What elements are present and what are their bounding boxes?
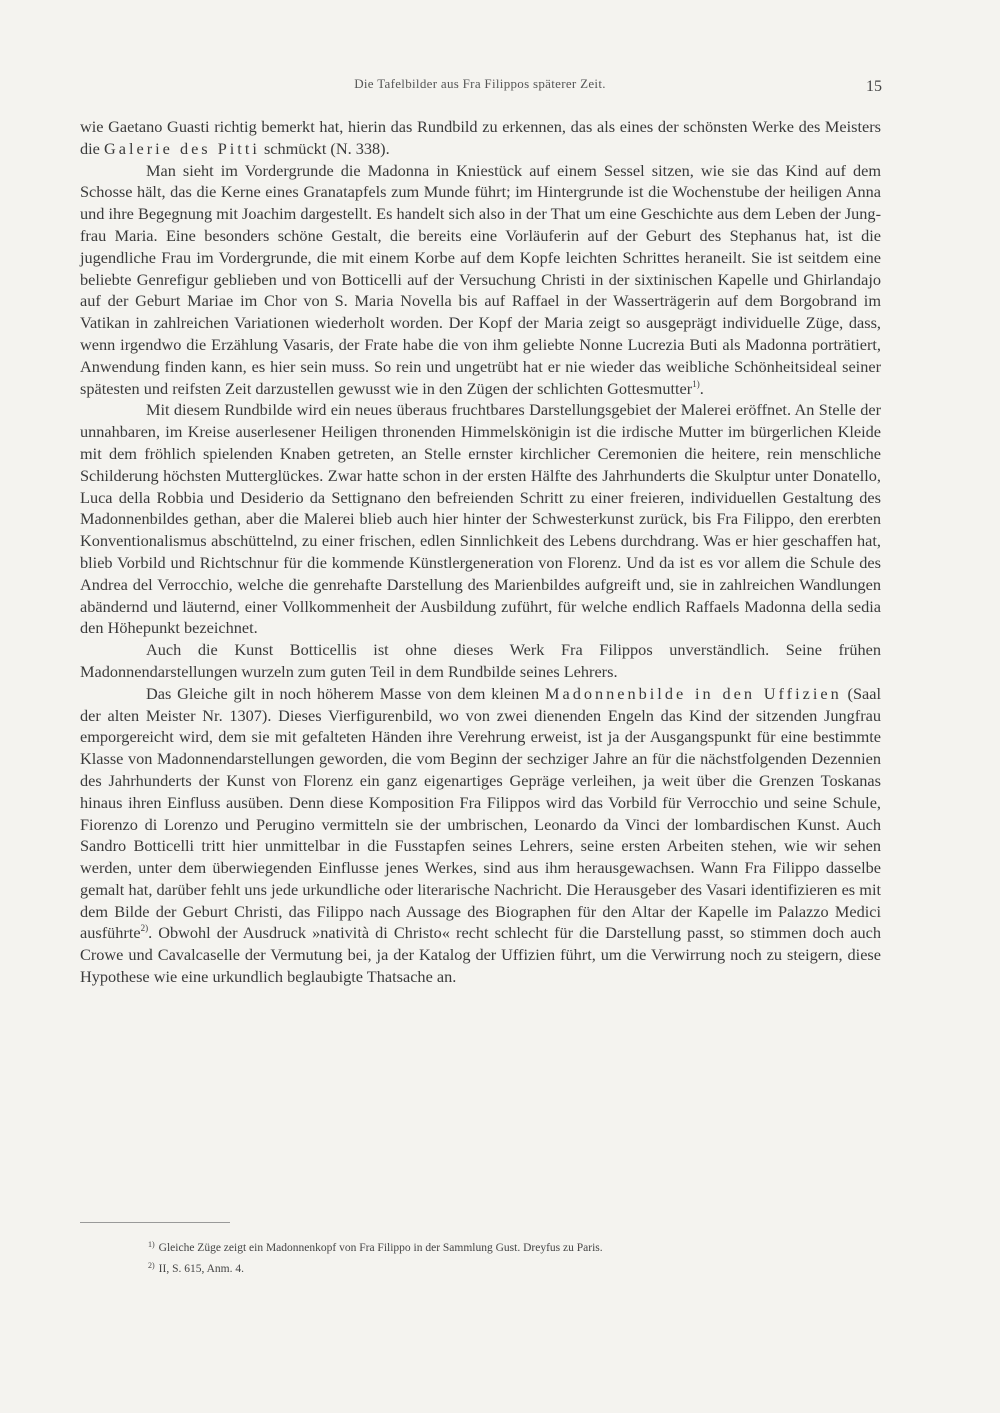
paragraph-5-text-a: Das Gleiche gilt in noch höherem Masse von dem kleinen [146, 683, 545, 703]
paragraph-5-text-c: (Saal der alten Meister Nr. 1307). Dieses Vierfigurenbild, wo von zwei dienenden Engeln das Kind der sitzenden Jungfrau emporgereicht wird, dem sie mit gefalteten Händen ihre Verehrung erweist, ist ja der Ausgangspunkt für eine bestimmte Klasse von Madonnendarstellungen geworden, die vom Beginn der sechziger Jahre an für die nächstfolgenden Dezennien des Jahrhunderts der Kunst von Florenz ein ganz eigenartiges Gepräge verleihen, ja weit über die Grenzen Toskanas hinaus ihren Einfluss ausüben. Denn diese Komposition Fra Filippos wird das Vorbild für Verrocchio und seine Schule, Fiorenzo di Lorenzo und Perugino vermitteln sie der umbrischen, Leonardo da Vinci der lombardischen Kunst. Auch Sandro Botticelli tritt hier unmittelbar in die Fusstapfen seines Lehrers, seine ersten Arbeiten stehen, wie wir sehen werden, unter dem überwiegenden Einflusse jenes Werkes, sind aus ihm herausgewachsen. Wann Fra Filippo dasselbe gemalt hat, darüber fehlt uns jede urkundliche oder literarische Nachricht. Die Herausgeber des Vasari identifizieren es mit dem Bilde der Geburt Christi, das Filippo nach Aussage des Biographen für den Altar der Kapelle im Palazzo Medici ausführte [80, 683, 881, 943]
footnote-2-mark: 2) [148, 1261, 155, 1270]
paragraph-3: Mit diesem Rundbilde wird ein neues überaus fruchtbares Darstellungsgebiet der Malerei eröffnet. An Stelle der unnahbaren, im Kreise auserlesener Heiligen thronenden Himmelskönigin ist die irdische Mutter im bürgerlichen Kleide mit dem fröhlich spielenden Knaben getreten, an Stelle ernster kirchlicher Ceremonien die heitere, rein menschliche Schilderung höchsten Mutterglückes. Zwar hatte schon in der ersten Hälfte des Jahrhunderts die Skulptur unter Donatello, Luca della Robbia und Desiderio da Settignano den befreienden Schritt zu einer freieren, individuellen Gestaltung des Madonnenbildes gethan, aber die Malerei blieb auch hier hinter der Schwesterkunst zurück, bis Fra Filippo, den ererbten Konventionalismus abschüttelnd, zu einer frischen, edlen Sinnlichkeit des Lebens durchdrang. Was er hier geschaffen hat, blieb Vorbild und Richtschnur für die kommende Künstlergeneration von Florenz. Und da ist es vor allem die Schule des Andrea del Verrocchio, welche die genrehafte Darstellung des Marienbildes aufgreift und, sie in zahlreichen Wandlungen abändernd und läuternd, einer Vollkommenheit der Ausbildung zuführt, für welche endlich Raffaels Madonna della sedia den Höhepunkt bezeichnet. [80, 400, 881, 638]
footnote-2-text: II, S. 615, Anm. 4. [158, 1263, 244, 1275]
paragraph-5 [80, 683, 881, 988]
footnote-divider [80, 1222, 230, 1223]
paragraph-1 [80, 116, 881, 160]
body-text [80, 116, 881, 988]
spaced-emphasis-galerie-pitti: Galerie des Pitti [103, 138, 260, 158]
footnote-ref-1[interactable]: 1) [692, 378, 700, 389]
paragraph-1-text-c: schmückt (N. 338). [259, 138, 390, 158]
footnote-1 [148, 1236, 868, 1257]
paragraph-2-text-a: Man sieht im Vordergrunde die Madonna in Kniestück auf einem Sessel sitzen, wie sie das Kind auf dem Schosse hält, das die Kerne eines Granatapfels zum Munde führt; im Hintergrunde ist die Wochenstube der heiligen Anna und ihre Begegnung mit Joachim dargestellt. Es handelt sich also in der That um eine Geschichte aus dem Leben der Jungfrau Maria. Eine besonders schöne Gestalt, die bereits eine Vorläuferin auf der Geburt des Stephanus hat, ist die jugendliche Frau im Vordergrunde, die mit einem Korbe auf dem Kopfe leichten Schrittes heraneilt. Sie ist seitdem eine beliebte Genrefigur geblieben und von Botticelli auf der Versuchung Christi in der sixtinischen Kapelle und Ghirlandajo auf der Geburt Mariae im Chor von S. Maria Novella bis auf Raffael in der Wasserträgerin auf dem Borgobrand im Vatikan in zahlreichen Variationen wiederholt worden. Der Kopf der Maria zeigt so ausgeprägt individuelle Züge, dass, wenn irgendwo die Erzählung Vasaris, der Frate habe die von ihm geliebte Nonne Lucrezia Buti als Madonna porträtiert, Anwendung finden kann, es hier sein muss. So rein und ungetrübt hat er nie wieder das weibliche Schönheitsideal seiner spätesten und reifsten Zeit darzustellen gewusst wie in den Zügen der schlichten Gottesmutter [80, 160, 881, 398]
footnotes [148, 1236, 868, 1278]
spaced-emphasis-madonnenbilde: Madonnenbilde in den Uffizien [545, 683, 842, 703]
paragraph-5-text-d: . Obwohl der Ausdruck »natività di Christo« recht schlecht für die Darstellung passt, so stimmen doch auch Crowe und Cavalcaselle der Vermutung bei, ja der Katalog der Uffizien führt, um die Verwirrung noch zu steigern, diese Hypothese wie eine urkundlich beglaubigte Thatsache an. [80, 923, 881, 987]
page-number: 15 [866, 78, 882, 95]
footnote-1-mark: 1) [148, 1240, 155, 1249]
paragraph-4: Auch die Kunst Botticellis ist ohne dieses Werk Fra Filippos unverständlich. Seine frühen Madonnendarstellungen wurzeln zum guten Teil in dem Rundbilde seines Lehrers. [80, 640, 881, 681]
footnote-ref-2[interactable]: 2) [140, 923, 149, 934]
paragraph-2 [80, 160, 881, 400]
running-title: Die Tafelbilder aus Fra Filippos späterer Zeit. [354, 76, 606, 91]
paragraph-1-text-a: wie Gaetano Guasti richtig bemerkt hat, hierin das Rundbild zu erkennen, das als eines der schönsten Werke des Meisters die [80, 117, 881, 158]
footnote-2 [148, 1257, 868, 1278]
footnote-1-text: Gleiche Züge zeigt ein Madonnenkopf von Fra Filippo in der Sammlung Gust. Dreyfus zu Paris. [158, 1242, 603, 1254]
paragraph-2-text-b: . [699, 378, 704, 398]
